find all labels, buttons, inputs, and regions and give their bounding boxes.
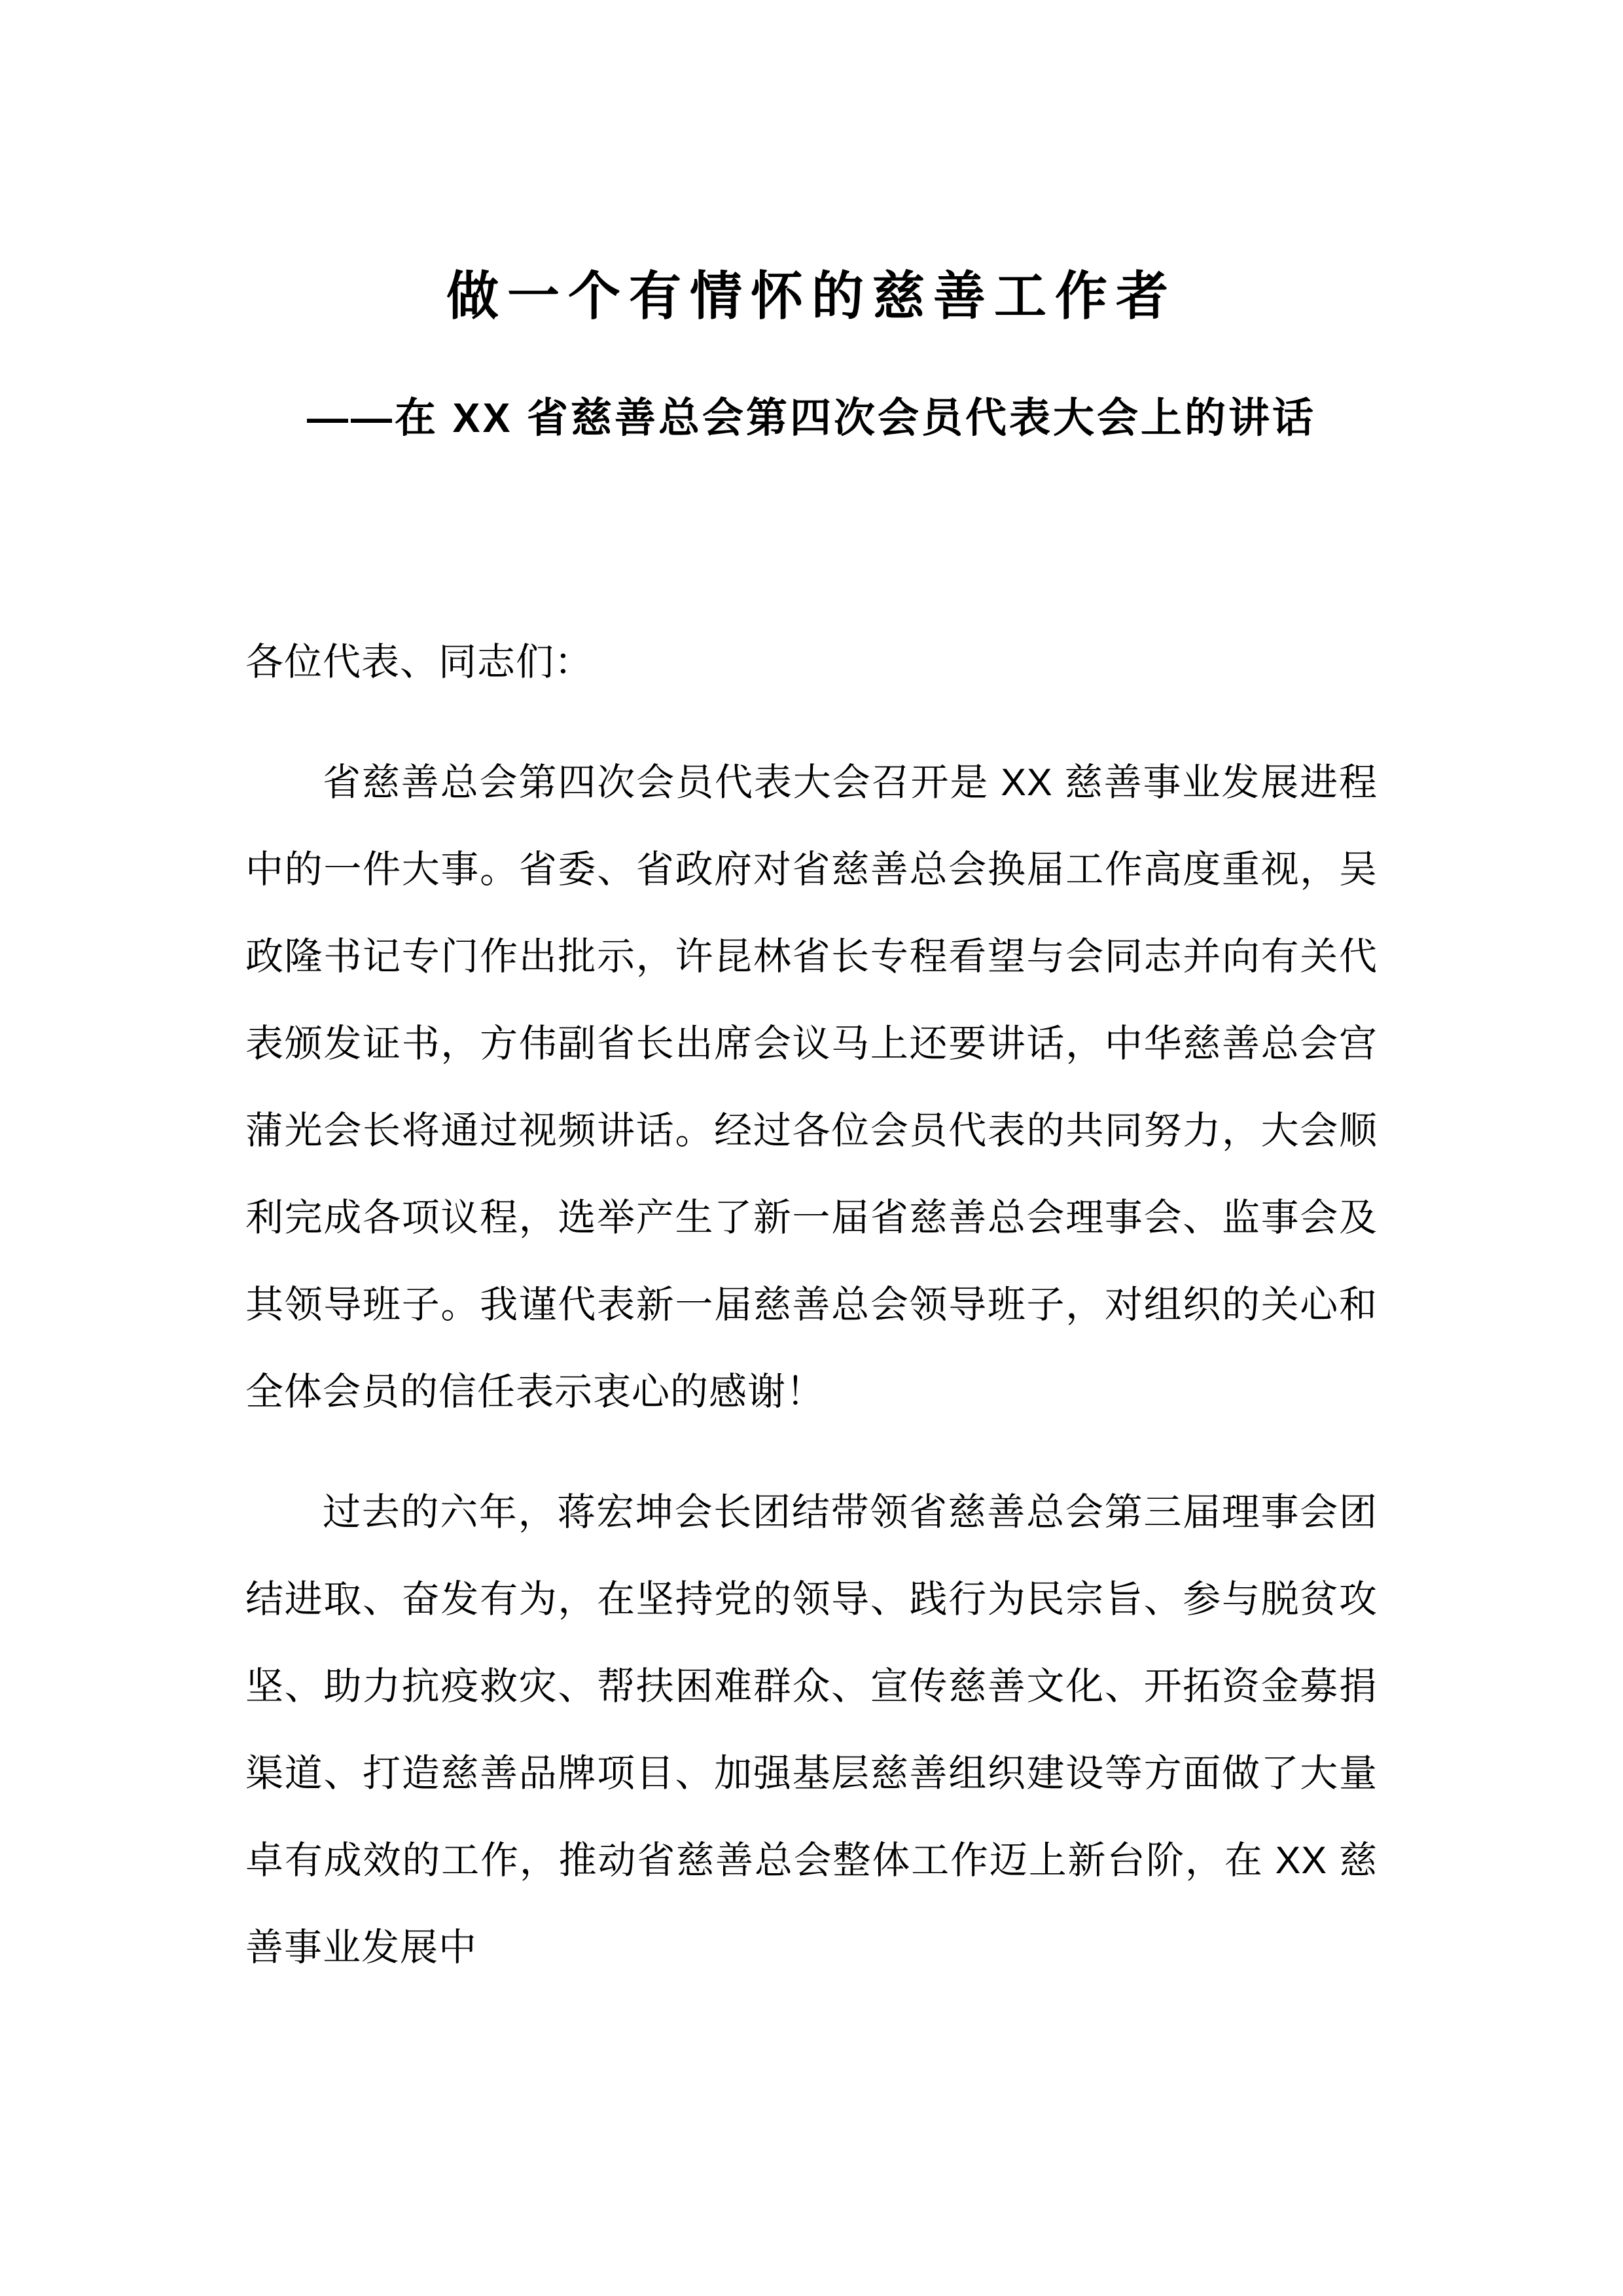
- document-subtitle: ——在 XX 省慈善总会第四次会员代表大会上的讲话: [306, 395, 1317, 441]
- salutation-line: 各位代表、同志们：: [245, 641, 594, 683]
- paragraph-2: 过去的六年，蒋宏坤会长团结带领省慈善总会第三届理事会团结进取、奋发有为，在坚持党的领导、践行为民宗旨、参与脱贫攻坚、助力抗疫救灾、帮扶困难群众、宣传慈善文化、开拓资金募捐渠道、打造慈善品牌项目、加强基层慈善组织建设等方面做了大量卓有成效的工作，推动省慈善总会整体工作迈上新台阶，在 XX 慈善事业发展中: [245, 1491, 1378, 1969]
- document-title: 做一个有情怀的慈善工作者: [446, 267, 1177, 325]
- paragraph-1: 省慈善总会第四次会员代表大会召开是 XX 慈善事业发展进程中的一件大事。省委、省政府对省慈善总会换届工作高度重视，吴政隆书记专门作出批示，许昆林省长专程看望与会同志并向有关代表颁发证书，方伟副省长出席会议马上还要讲话，中华慈善总会宫蒲光会长将通过视频讲话。经过各位会员代表的共同努力，大会顺利完成各项议程，选举产生了新一届省慈善总会理事会、监事会及其领导班子。我谨代表新一届慈善总会领导班子，对组织的关心和全体会员的信任表示衷心的感谢！: [245, 761, 1378, 1413]
